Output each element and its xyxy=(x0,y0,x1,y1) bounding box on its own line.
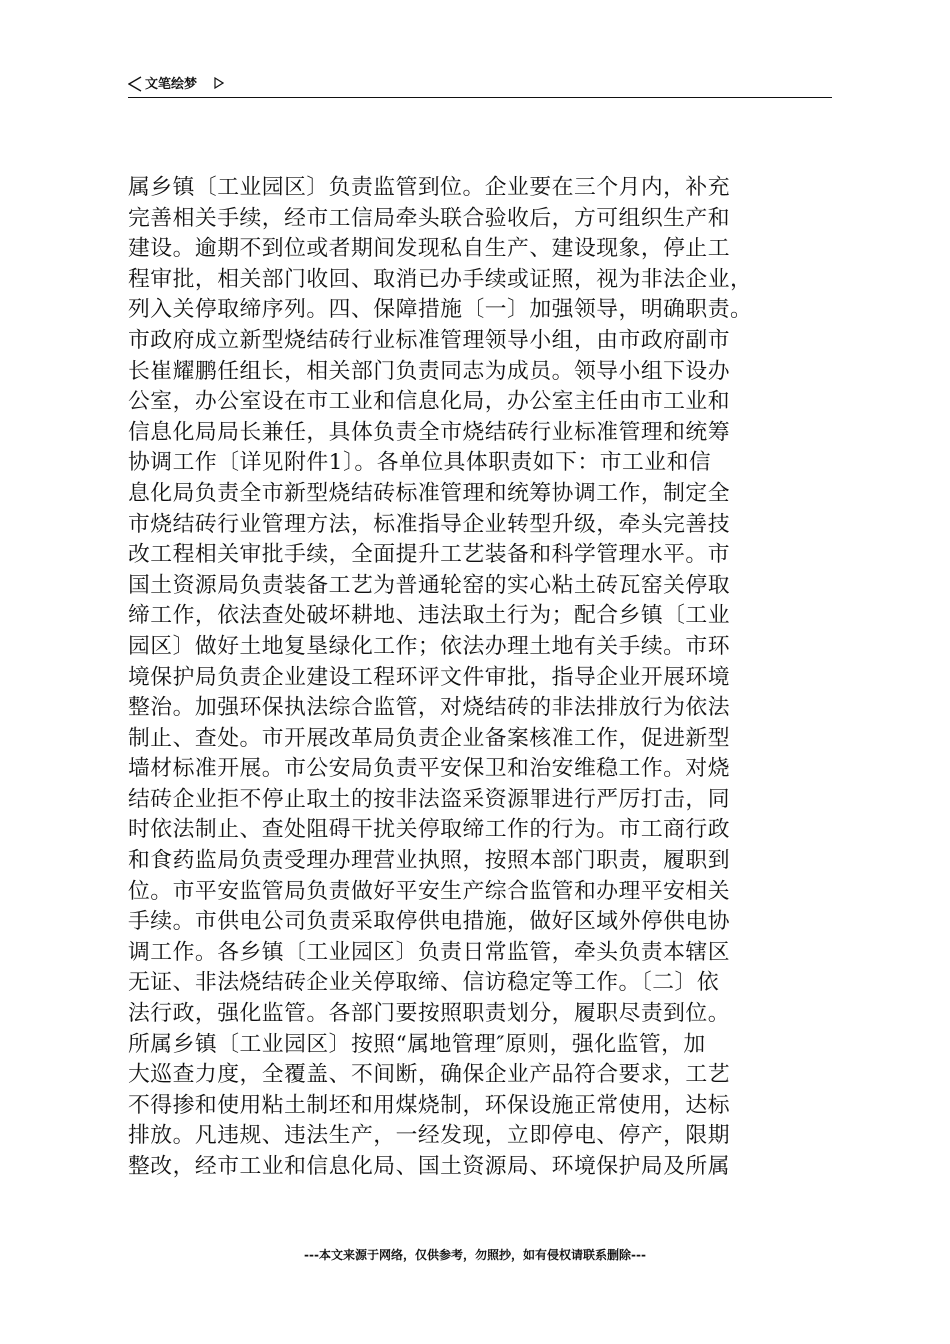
text-line: 法行政，强化监管。各部门要按照职责划分，履职尽责到位。 xyxy=(128,1001,731,1027)
text-line: 完善相关手续，经市工信局牵头联合验收后，方可组织生产和 xyxy=(128,205,731,231)
text-line: 时依法制止、查处阻碍干扰关停取缔工作的行为。市工商行政 xyxy=(128,817,731,843)
text-line: 协调工作〔详见附件1〕。各单位具体职责如下：市工业和信 xyxy=(128,450,712,476)
text-line: 息化局负责全市新型烧结砖标准管理和统筹协调工作，制定全 xyxy=(128,480,731,506)
text-line: 整治。加强环保执法综合监管，对烧结砖的非法排放行为依法 xyxy=(128,695,731,721)
text-line: 信息化局局长兼任，具体负责全市烧结砖行业标准管理和统筹 xyxy=(128,419,731,445)
text-line: 结砖企业拒不停止取土的按非法盗采资源罪进行严厉打击，同 xyxy=(128,786,731,812)
text-line: 整改，经市工业和信息化局、国土资源局、环境保护局及所属 xyxy=(128,1154,731,1179)
text-line: 制止、查处。市开展改革局负责企业备案核准工作，促进新型 xyxy=(128,725,731,751)
text-line: 公室，办公室设在市工业和信息化局，办公室主任由市工业和 xyxy=(128,389,731,415)
text-line: 市烧结砖行业管理方法，标准指导企业转型升级，牵头完善技 xyxy=(128,511,731,537)
text-line: 改工程相关审批手续，全面提升工艺装备和科学管理水平。市 xyxy=(128,542,731,568)
text-line: 手续。市供电公司负责采取停供电措施，做好区域外停供电协 xyxy=(128,909,731,935)
text-line: 位。市平安监管局负责做好平安生产综合监管和办理平安相关 xyxy=(128,878,731,904)
text-line: 不得掺和使用粘土制坯和用煤烧制，环保设施正常使用，达标 xyxy=(128,1092,731,1118)
text-line: 程审批，相关部门收回、取消已办手续或证照，视为非法企业， xyxy=(128,266,753,292)
text-line: 园区〕做好土地复垦绿化工作；依法办理土地有关手续。市环 xyxy=(128,633,731,659)
text-line: 列入关停取缔序列。四、保障措施〔一〕加强领导，明确职责。 xyxy=(128,297,753,323)
text-line: 排放。凡违规、违法生产，一经发现，立即停电、停产，限期 xyxy=(128,1123,731,1149)
text-line: 无证、非法烧结砖企业关停取缔、信访稳定等工作。〔二〕依 xyxy=(128,970,720,996)
header-title: 文笔绘梦 xyxy=(145,77,198,92)
document-body xyxy=(128,173,840,1183)
text-line: 市政府成立新型烧结砖行业标准管理领导小组，由市政府副市 xyxy=(128,327,731,353)
right-triangle-icon xyxy=(214,77,224,89)
text-line: 长崔耀鹏任组长，相关部门负责同志为成员。领导小组下设办 xyxy=(128,358,731,384)
text-line: 缔工作，依法查处破坏耕地、违法取土行为；配合乡镇〔工业 xyxy=(128,603,731,629)
text-line: 境保护局负责企业建设工程环评文件审批，指导企业开展环境 xyxy=(128,664,731,690)
text-line: 大巡查力度，全覆盖、不间断，确保企业产品符合要求，工艺 xyxy=(128,1062,731,1088)
text-line: 属乡镇〔工业园区〕负责监管到位。企业要在三个月内，补充 xyxy=(128,175,731,200)
page-header xyxy=(128,72,832,98)
text-line: 所属乡镇〔工业园区〕按照“属地管理″原则，强化监管，加 xyxy=(128,1031,706,1057)
left-triangle-icon xyxy=(128,76,142,92)
header-divider xyxy=(128,97,832,98)
text-line: 建设。逾期不到位或者期间发现私自生产、建设现象，停止工 xyxy=(128,236,731,262)
text-line: 墙材标准开展。市公安局负责平安保卫和治安维稳工作。对烧 xyxy=(128,756,731,782)
text-line: 和食药监局负责受理办理营业执照，按照本部门职责，履职到 xyxy=(128,848,731,874)
text-line: 调工作。各乡镇〔工业园区〕负责日常监管，牵头负责本辖区 xyxy=(128,939,731,965)
footer-disclaimer: ---本文来源于网络，仅供参考，勿照抄，如有侵权请联系删除--- xyxy=(304,1248,646,1262)
text-line: 国土资源局负责装备工艺为普通轮窑的实心粘土砖瓦窑关停取 xyxy=(128,572,731,598)
